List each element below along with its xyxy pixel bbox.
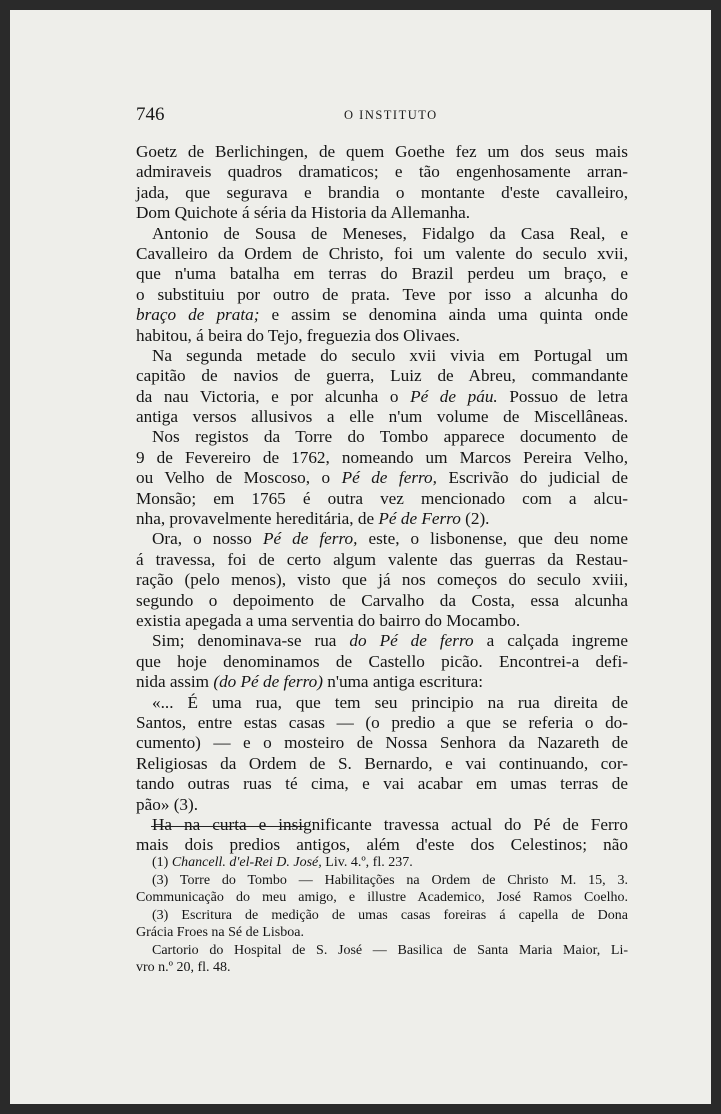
text-line — [136, 387, 628, 407]
page-number: 746 — [136, 104, 165, 125]
text-line: Religiosas da Ordem de S. Bernardo, e vai continuando, cor- — [136, 753, 628, 773]
text-segment: nida assim — [136, 672, 214, 692]
text-line: Goetz de Berlichingen, de quem Goethe fez um dos seus mais — [136, 142, 628, 161]
footnotes — [136, 854, 628, 977]
text-line: Monsão; em 1765 é outra vez mencionado com a alcu- — [136, 488, 628, 508]
text-line: Santos, entre estas casas — (o predio a que se referia o do- — [136, 712, 628, 732]
text-line — [136, 631, 628, 651]
text-line: segundo o depoimento de Carvalho da Costa, essa alcunha — [136, 590, 628, 610]
text-segment: da nau Victoria, e por alcunha o — [136, 386, 411, 406]
text-line: Antonio de Sousa de Meneses, Fidalgo da Casa Real, e — [152, 223, 628, 243]
italic-text: Chancell. d'el-Rei D. José, — [171, 855, 322, 870]
italic-text: Pé de Ferro — [378, 509, 461, 529]
text-line: que hoje denominamos de Castello picão. Encontrei-a defi- — [136, 651, 628, 671]
text-line: «... É uma rua, que tem seu principio na rua direita de — [152, 692, 628, 712]
footnote-line: Cartorio do Hospital de S. José — Basilica de Santa Maria Maior, Li- — [152, 942, 628, 958]
text-line: á travessa, foi de certo algum valente das guerras da Restau- — [136, 549, 628, 569]
text-line: existia apegada a uma serventia do bairro do Mocambo. — [136, 610, 521, 630]
footnote-line: Communicação do meu amigo, e illustre Academico, José Ramos Coelho. — [136, 890, 628, 905]
footnote-line — [136, 854, 628, 872]
text-segment: nha, provavelmente hereditária, de — [136, 509, 379, 529]
text-segment: ou Velho de Moscoso, o — [136, 468, 342, 488]
text-segment: Liv. 4.º, fl. 237. — [321, 855, 413, 870]
footnote-line: Grácia Froes na Sé de Lisboa. — [136, 925, 304, 940]
text-segment: n'uma antiga escritura: — [322, 672, 484, 692]
text-line — [136, 305, 628, 325]
footnote-rule — [151, 826, 306, 827]
text-line: o substituiu por outro de prata. Teve por isso a alcunha do — [136, 284, 628, 304]
text-line — [136, 672, 628, 692]
text-line: mais dois predios antigos, além d'este dos Celestinos; não — [136, 835, 628, 855]
text-segment: Escrivão do judicial de — [436, 468, 628, 488]
text-line: ração (pelo menos), visto que já nos começos do seculo xviii, — [136, 570, 628, 590]
page-header — [136, 104, 628, 126]
italic-text: Pé de páu. — [410, 386, 498, 406]
text-line: jada, que segurava e brandia o montante d'este cavalleiro, — [136, 182, 628, 202]
text-line: Dom Quichote á séria da Historia da Allemanha. — [136, 203, 471, 223]
text-segment: este, o lisbonense, que deu nome — [357, 529, 628, 549]
footnote-line: (3) Torre do Tombo — Habilitações na Ordem de Christo M. 15, 3. — [152, 872, 628, 888]
text-line — [136, 509, 628, 529]
text-line: admiraveis quadros dramaticos; e tão engenhosamente arran- — [136, 162, 628, 182]
italic-text: Pé de ferro, — [262, 529, 358, 549]
text-line: Ha na curta e insignificante travessa actual do Pé de Ferro — [152, 814, 628, 834]
text-line: Nos registos da Torre do Tombo apparece documento de — [152, 427, 628, 447]
text-segment: Ora, o nosso — [152, 529, 263, 549]
running-title: O INSTITUTO — [344, 108, 438, 122]
text-segment: (1) — [152, 855, 172, 870]
italic-text: do Pé de ferro — [349, 631, 474, 651]
text-line: tando outras ruas té cima, e vai acabar em umas terras de — [136, 774, 628, 794]
text-line: antiga versos allusivos a elle n'um volume de Miscellâneas. — [136, 407, 628, 427]
text-segment: e assim se denomina ainda uma quinta onde — [259, 305, 628, 325]
text-segment: (2). — [460, 509, 490, 529]
text-line: 9 de Fevereiro de 1762, nomeando um Marcos Pereira Velho, — [136, 447, 628, 467]
text-segment: Possuo de letra — [497, 386, 628, 406]
text-line: que n'uma batalha em terras do Brazil perdeu um braço, e — [136, 264, 628, 284]
body-text — [136, 142, 628, 856]
text-line: Cavalleiro da Ordem de Christo, foi um valente do seculo xvii, — [136, 243, 628, 263]
footnote-line: (3) Escritura de medição de umas casas foreiras á capella de Dona — [152, 907, 628, 923]
italic-text: (do Pé de ferro) — [213, 672, 323, 692]
text-segment: Sim; denominava-se rua — [152, 631, 350, 651]
text-line: capitão de navios de guerra, Luiz de Abreu, commandante — [136, 366, 628, 386]
text-line: habitou, á beira do Tejo, freguezia dos Olivaes. — [136, 325, 460, 345]
text-line: pão» (3). — [136, 794, 199, 814]
italic-text: braço de prata; — [136, 305, 260, 325]
text-segment: a calçada ingreme — [473, 631, 628, 651]
italic-text: Pé de ferro, — [341, 468, 437, 488]
footnote-line: vro n.º 20, fl. 48. — [136, 960, 231, 975]
text-line: cumento) — e o mosteiro de Nossa Senhora da Nazareth de — [136, 733, 628, 753]
text-line: Na segunda metade do seculo xvii vivia em Portugal um — [152, 345, 628, 365]
text-line — [136, 468, 628, 488]
text-line — [136, 529, 628, 549]
